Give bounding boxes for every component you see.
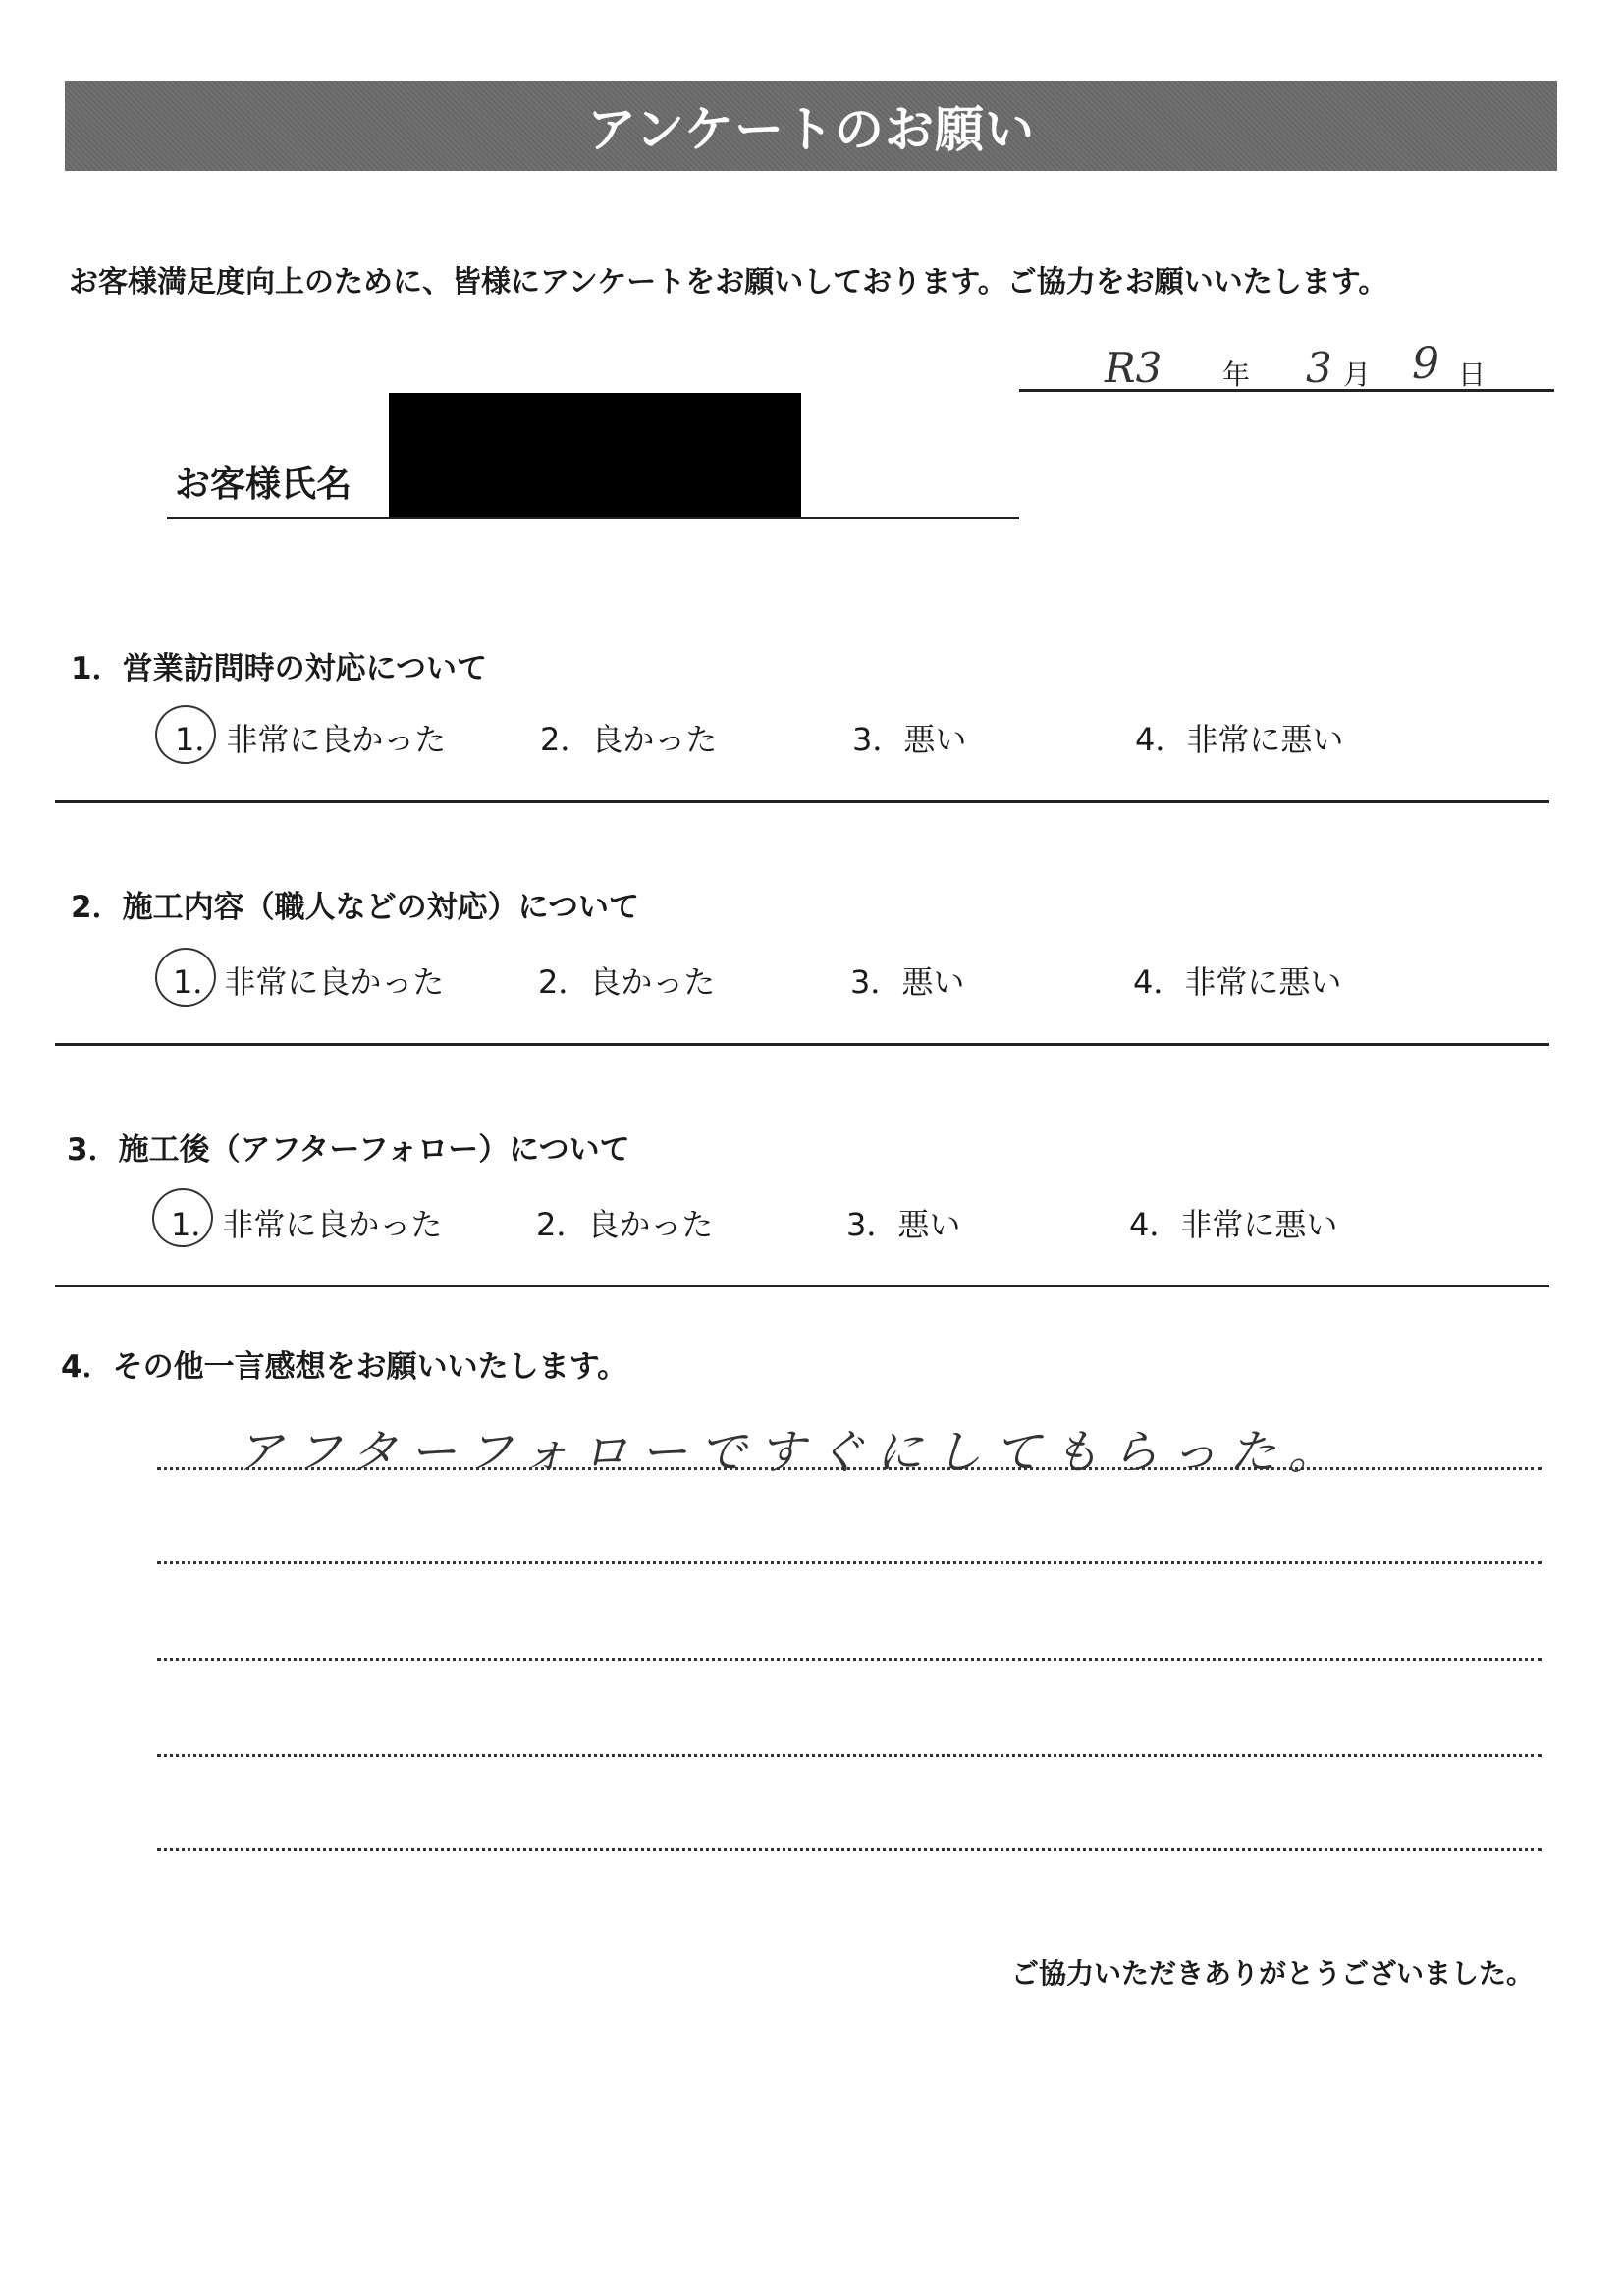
option-good[interactable]: 2．良かった <box>538 963 716 1001</box>
date-month-label: 月 <box>1343 358 1372 391</box>
comment-line <box>157 1561 1542 1564</box>
redacted-name-box <box>389 393 801 519</box>
option-bad[interactable]: 3．悪い <box>850 963 965 1001</box>
option-very-good[interactable]: 1．非常に良かった <box>171 1206 443 1243</box>
date-day-value: 9 <box>1412 339 1439 389</box>
question-heading: 3．施工後（アフターフォロー）について <box>67 1132 630 1168</box>
option-bad[interactable]: 3．悪い <box>846 1206 961 1243</box>
customer-name-underline <box>167 517 1019 519</box>
option-good[interactable]: 2．良かった <box>536 1206 714 1243</box>
section-separator <box>55 1043 1549 1046</box>
option-very-good[interactable]: 1．非常に良かった <box>173 963 445 1001</box>
date-underline <box>1019 389 1554 392</box>
date-day-label: 日 <box>1458 358 1487 391</box>
option-very-bad[interactable]: 4．非常に悪い <box>1135 721 1344 758</box>
question-heading: 1．営業訪問時の対応について <box>71 651 487 686</box>
comment-line <box>157 1848 1542 1851</box>
intro-text: お客様満足度向上のために、皆様にアンケートをお願いしております。ご協力をお願いいたします。 <box>69 265 1388 300</box>
option-very-bad[interactable]: 4．非常に悪い <box>1133 963 1342 1001</box>
section-separator <box>55 1285 1549 1287</box>
section-separator <box>55 800 1549 803</box>
option-good[interactable]: 2．良かった <box>540 721 718 758</box>
option-very-bad[interactable]: 4．非常に悪い <box>1129 1206 1338 1243</box>
date-year-label: 年 <box>1222 358 1251 391</box>
comment-line <box>157 1467 1542 1470</box>
date-month-value: 3 <box>1306 344 1332 392</box>
comment-line <box>157 1658 1542 1661</box>
customer-name-label: お客様氏名 <box>175 465 352 505</box>
comment-heading: 4．その他一言感想をお願いいたします。 <box>61 1349 628 1385</box>
date-era-year: R3 <box>1105 344 1163 392</box>
page-title: アンケートのお願い <box>587 101 1035 158</box>
question-heading: 2．施工内容（職人などの対応）について <box>71 890 639 925</box>
comment-line <box>157 1754 1542 1757</box>
thanks-message: ご協力いただきありがとうございました。 <box>1011 1957 1535 1990</box>
title-banner <box>65 81 1557 171</box>
option-very-good[interactable]: 1．非常に良かった <box>175 721 447 758</box>
comment-handwritten-text: アフターフォローですぐにしてもらった。 <box>236 1425 1347 1480</box>
option-bad[interactable]: 3．悪い <box>852 721 967 758</box>
